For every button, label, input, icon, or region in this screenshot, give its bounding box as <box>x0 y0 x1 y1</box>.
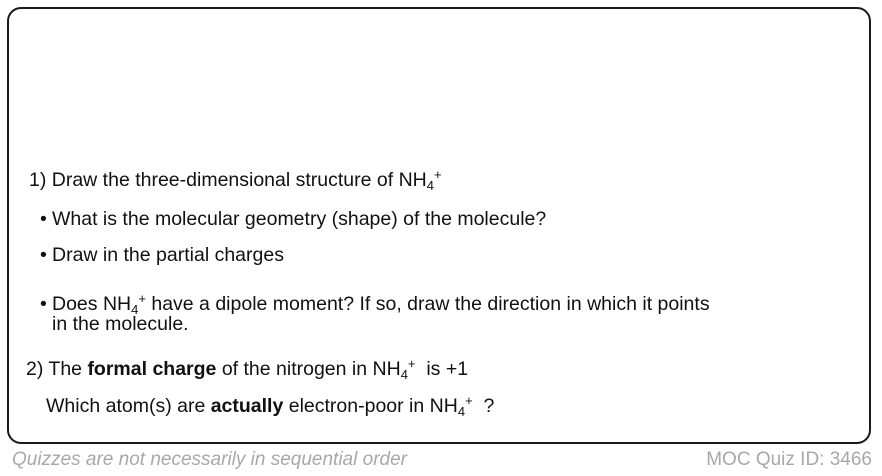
bullet-partial-charges: • Draw in the partial charges <box>40 244 284 266</box>
footer-quiz-id: MOC Quiz ID: 3466 <box>706 449 872 470</box>
footer-disclaimer: Quizzes are not necessarily in sequential order <box>12 449 407 470</box>
question-3: Which atom(s) are actually electron-poor in $NH_4^+$ ? <box>46 393 495 419</box>
bullet-dipole-continued: in the molecule. <box>52 313 189 335</box>
bullet-dipole: • Does $NH_4^+$ have a dipole moment? If so, draw the direction in which it points <box>40 291 710 317</box>
question-1: 1) Draw the three-dimensional structure of $NH_4^+$ <box>29 167 442 193</box>
question-2: 2) The formal charge of the nitrogen in $NH_4^+$ is +1 <box>26 356 469 382</box>
bullet-geometry: • What is the molecular geometry (shape) of the molecule? <box>40 208 547 230</box>
